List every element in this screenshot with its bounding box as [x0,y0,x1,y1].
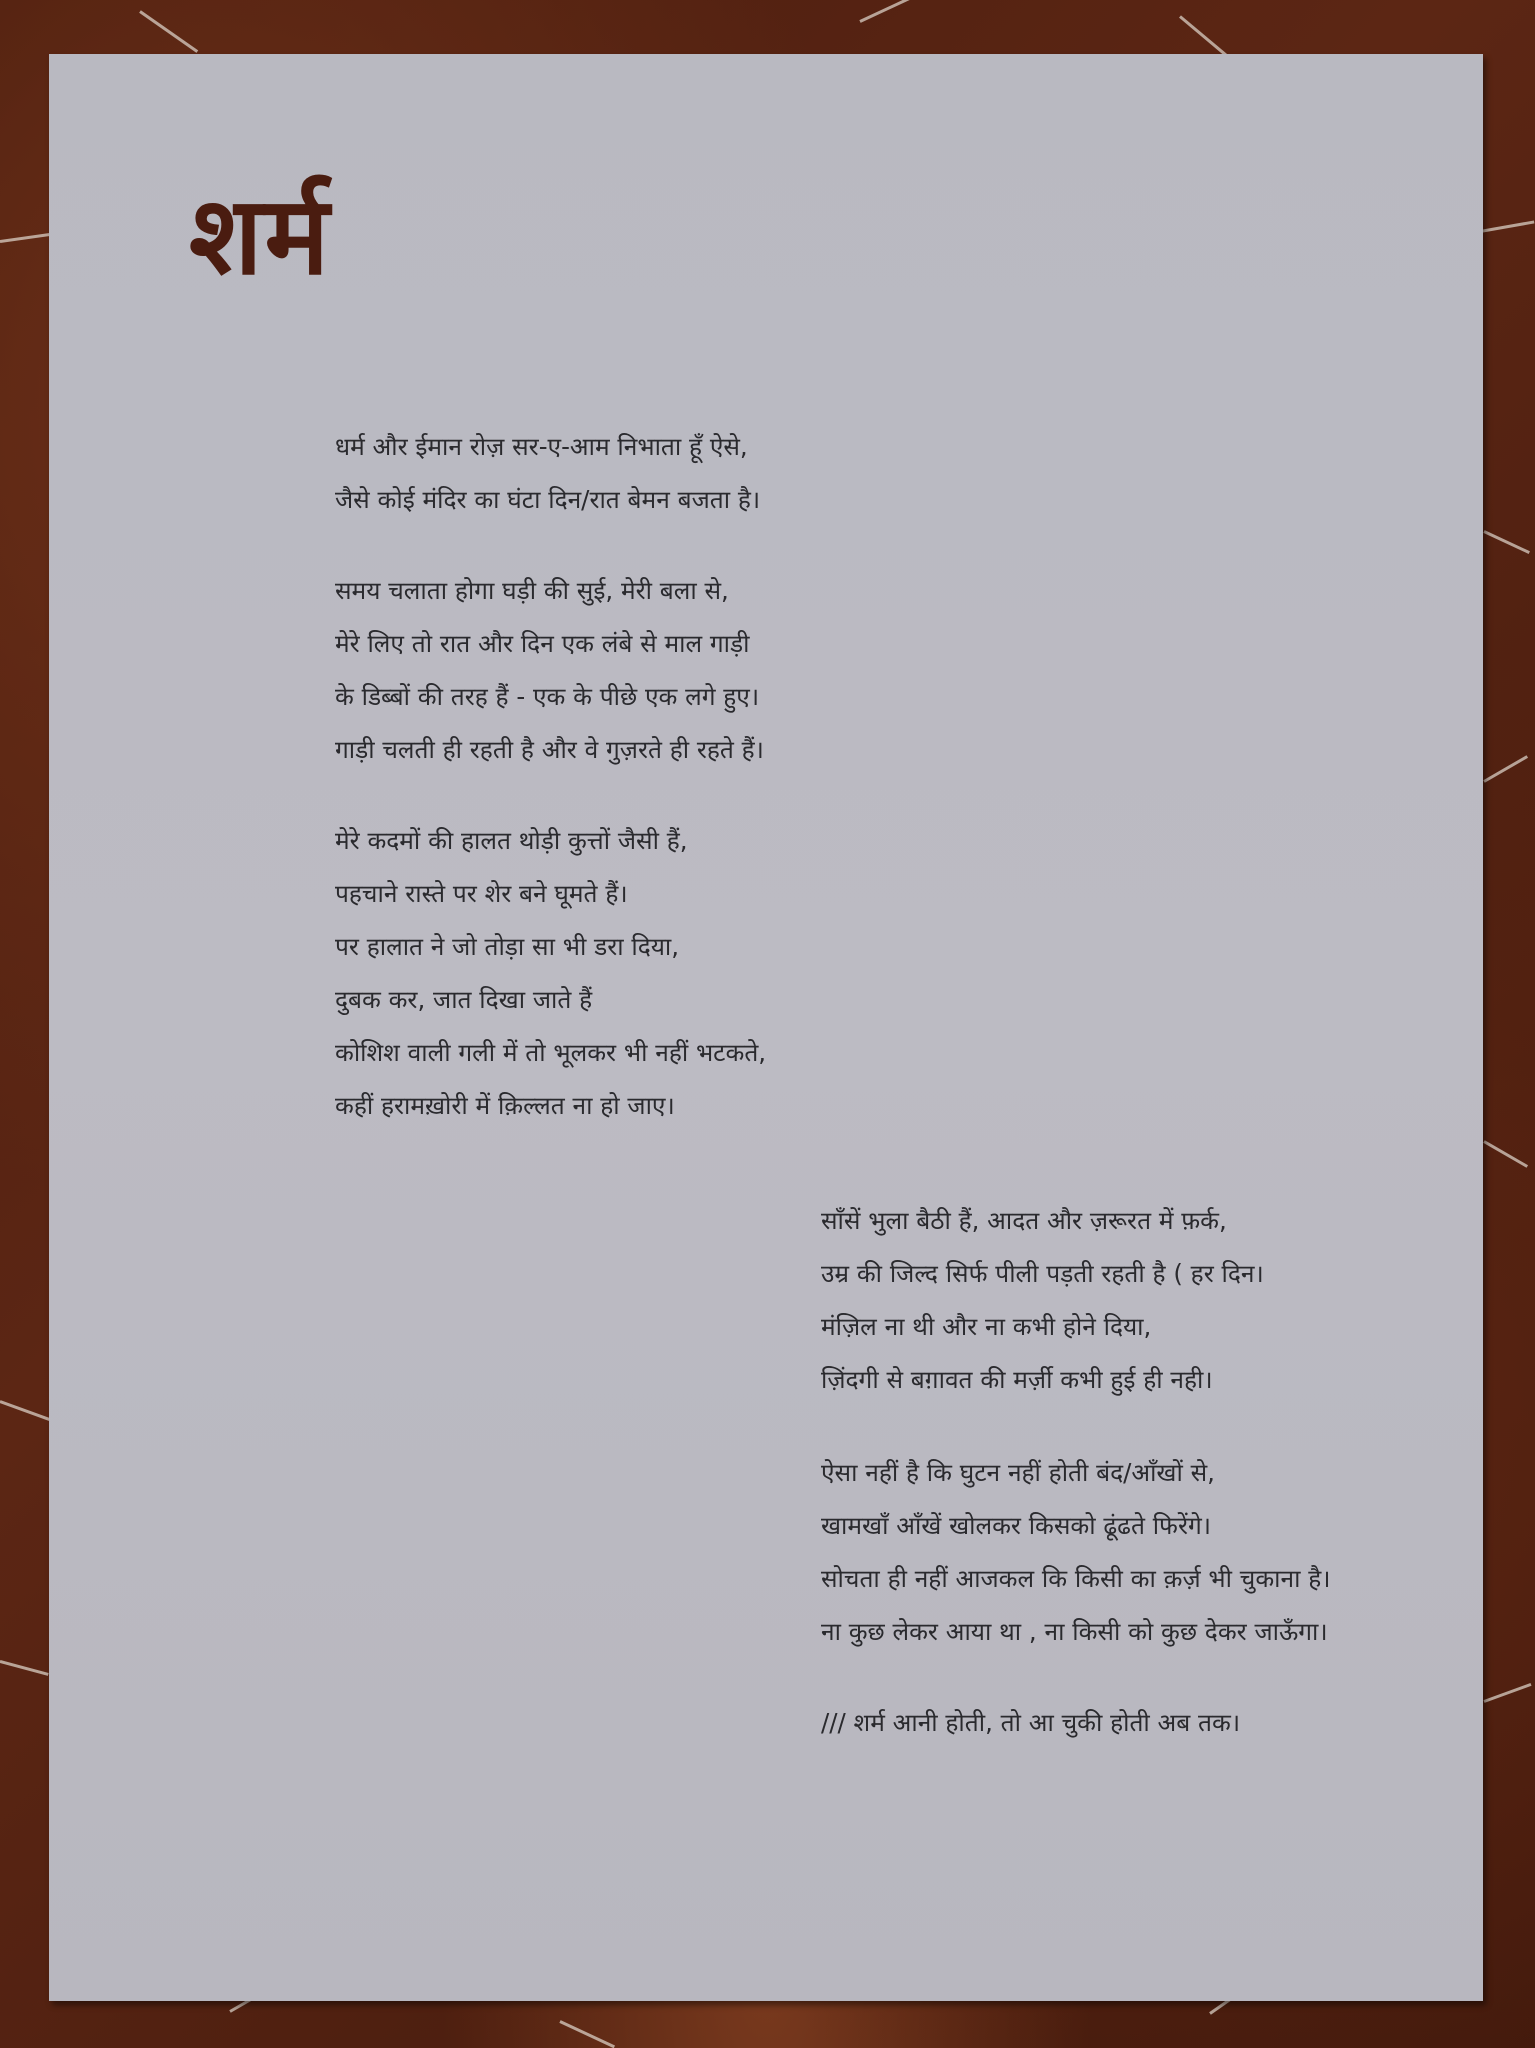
poem-line: पर हालात ने जो तोड़ा सा भी डरा दिया, [335,932,680,961]
stanza-3 [335,814,766,1132]
poem-line: खामखाँ आँखें खोलकर किसको ढूंढते फिरेंगे। [821,1511,1212,1540]
poem-line: धर्म और ईमान रोज़ सर-ए-आम निभाता हूँ ऐसे, [335,432,748,461]
stanza-4 [821,1194,1264,1406]
poem-line: /// शर्म आनी होती, तो आ चुकी होती अब तक। [821,1708,1241,1737]
stanza-1 [335,420,760,526]
poem-line: उम्र की जिल्द सिर्फ पीली पड़ती रहती है ( हर दिन। [821,1259,1264,1288]
poem-line: गाड़ी चलती ही रहती है और वे गुज़रते ही रहते हैं। [335,735,764,764]
poem-line: ऐसा नहीं है कि घुटन नहीं होती बंद/आँखों से, [821,1458,1215,1487]
poem-line: मेरे लिए तो रात और दिन एक लंबे से माल गाड़ी [335,629,750,658]
poem-line: ना कुछ लेकर आया था , ना किसी को कुछ देकर जाऊँगा। [821,1617,1328,1646]
poem-line: मेरे कदमों की हालत थोड़ी कुत्तों जैसी हैं, [335,826,688,855]
closing-line [821,1696,1240,1749]
poem-line: दुबक कर, जात दिखा जाते हैं [335,985,593,1014]
poem-line: सोचता ही नहीं आजकल कि किसी का क़र्ज़ भी चुकाना है। [821,1564,1331,1593]
poem-title: शर्म [189,174,332,299]
poem-line: के डिब्बों की तरह हैं - एक के पीछे एक लगे हुए। [335,682,760,711]
poem-line: कहीं हरामख़ोरी में क़िल्लत ना हो जाए। [335,1091,675,1120]
stanza-5 [821,1446,1331,1658]
poem-line: कोशिश वाली गली में तो भूलकर भी नहीं भटकते, [335,1038,767,1067]
poem-line: जैसे कोई मंदिर का घंटा दिन/रात बेमन बजता है। [335,485,761,514]
poem-line: मंज़िल ना थी और ना कभी होने दिया, [821,1312,1152,1341]
poem-line: साँसें भुला बैठी हैं, आदत और ज़रूरत में फ़र्क, [821,1206,1227,1235]
poem-page [49,54,1483,2001]
poem-line: समय चलाता होगा घड़ी की सुई, मेरी बला से, [335,576,729,605]
poem-line: पहचाने रास्ते पर शेर बने घूमते हैं। [335,879,628,908]
stanza-2 [335,564,764,776]
poem-line: ज़िंदगी से बग़ावत की मर्ज़ी कभी हुई ही नही। [821,1365,1213,1394]
